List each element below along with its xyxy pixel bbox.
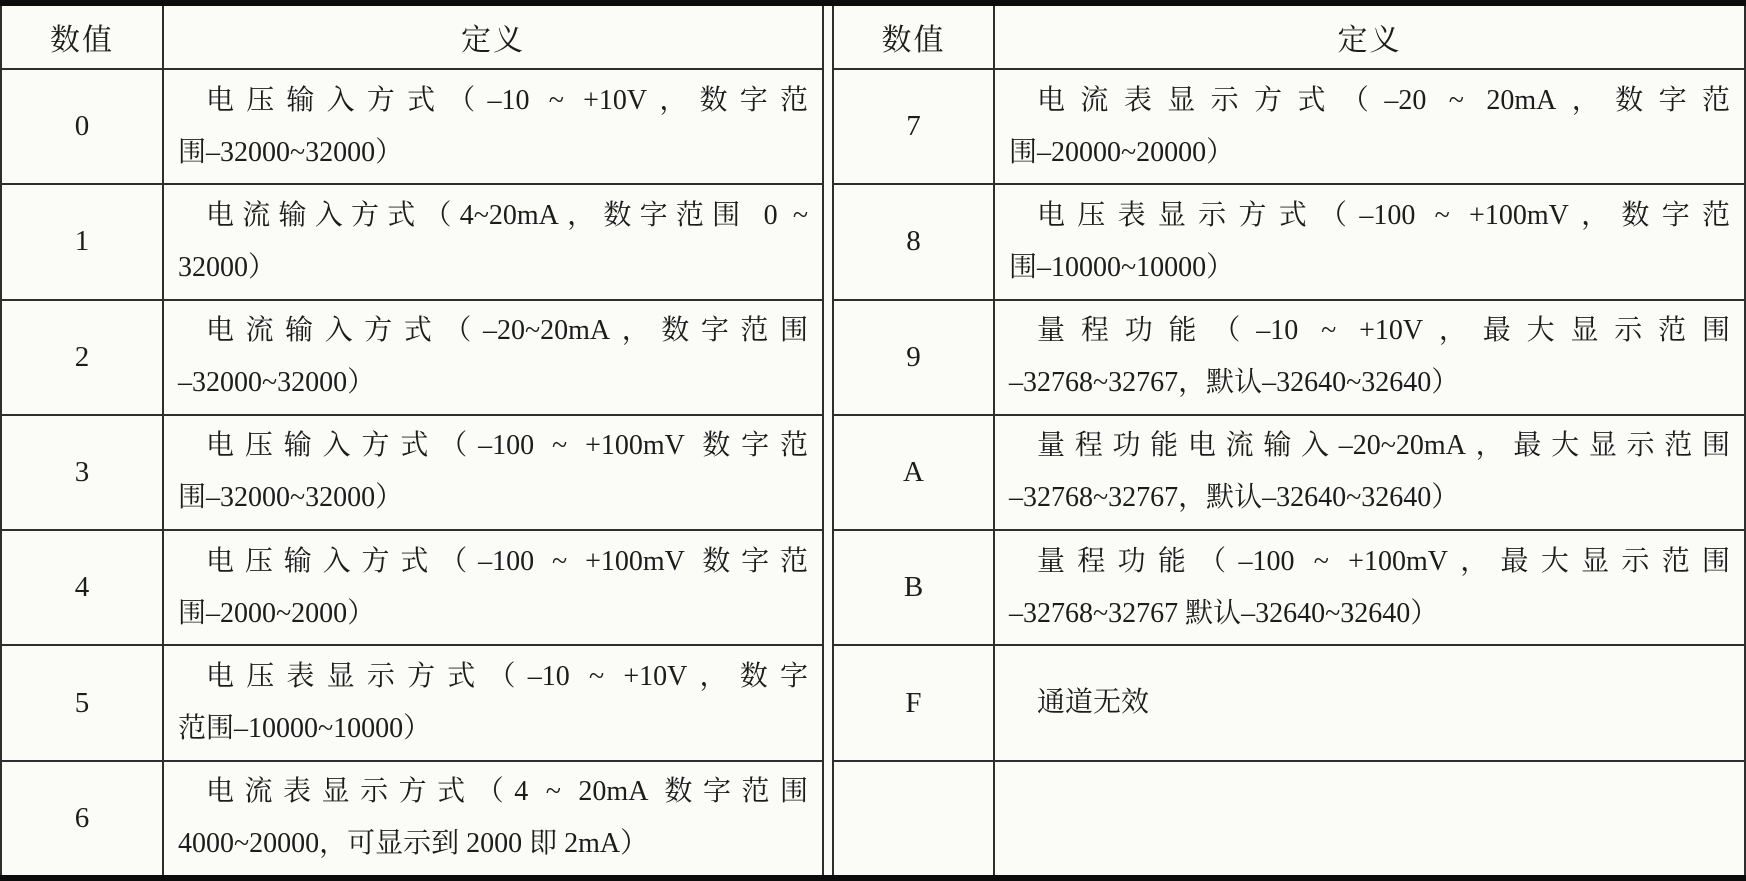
value-cell-0: 0: [2, 68, 164, 183]
definition-line: 电流输入方式（–20~20mA，数字范围: [206, 315, 808, 347]
definition-line: 围–32000~32000）: [178, 136, 404, 168]
definition-line: 电流输入方式（4~20mA，数字范围 0 ~: [206, 199, 808, 231]
definition-cell-6: [164, 760, 822, 875]
definition-line: 量程功能（–100 ~ +100mV，最大显示范围: [1037, 545, 1730, 577]
definition-cell-B: [995, 529, 1744, 644]
right-header-value: 数值: [834, 6, 995, 68]
left-header-value: 数值: [2, 6, 164, 68]
definition-line: 电压输入方式（–10 ~ +10V，数字范: [206, 84, 808, 116]
value-cell-7: 7: [834, 68, 995, 183]
value-cell-F: F: [834, 644, 995, 759]
definition-line: –32768~32767 默认–32640~32640）: [1009, 597, 1439, 629]
definition-line: 电压表显示方式（–100 ~ +100mV，数字范: [1037, 199, 1730, 231]
value-cell-8: 8: [834, 183, 995, 298]
definition-cell-2: [164, 299, 822, 414]
definition-cell-4: [164, 529, 822, 644]
definition-line: 量程功能电流输入–20~20mA，最大显示范围: [1037, 430, 1730, 462]
left-header-definition: 定义: [461, 24, 525, 57]
right-header-definition: 定义: [1337, 24, 1402, 57]
left-table: [0, 6, 824, 875]
value-cell-6: 6: [2, 760, 164, 875]
definition-cell-7: [995, 68, 1744, 183]
definition-line: 围–10000~10000）: [1009, 251, 1235, 283]
definition-line: 量程功能（–10 ~ +10V，最大显示范围: [1037, 315, 1730, 347]
definition-cell-5: [164, 644, 822, 759]
definition-line: 电流表显示方式（4 ~ 20mA 数字范围: [206, 776, 808, 808]
value-cell-B: B: [834, 529, 995, 644]
definition-line: 4000~20000，可显示到 2000 即 2mA）: [178, 828, 649, 860]
definition-cell-empty: [995, 760, 1744, 875]
value-cell-9: 9: [834, 299, 995, 414]
value-cell-4: 4: [2, 529, 164, 644]
definition-line: 电压表显示方式（–10 ~ +10V，数字: [206, 661, 808, 693]
definition-cell-A: [995, 414, 1744, 529]
definition-line: 通道无效: [1037, 687, 1150, 719]
definition-line: –32000~32000）: [178, 367, 376, 399]
definition-cell-0: [164, 68, 822, 183]
value-cell-A: A: [834, 414, 995, 529]
definition-line: 电压输入方式（–100 ~ +100mV 数字范: [206, 430, 808, 462]
definition-cell-8: [995, 183, 1744, 298]
definition-line: 围–2000~2000）: [178, 597, 376, 629]
definition-line: 围–20000~20000）: [1009, 136, 1235, 168]
value-cell-1: 1: [2, 183, 164, 298]
definition-line: 电压输入方式（–100 ~ +100mV 数字范: [206, 545, 808, 577]
value-cell-3: 3: [2, 414, 164, 529]
definition-cell-9: [995, 299, 1744, 414]
definition-cell-3: [164, 414, 822, 529]
definition-line: –32768~32767，默认–32640~32640）: [1009, 482, 1460, 514]
definition-line: 围–32000~32000）: [178, 482, 404, 514]
definition-cell-F: [995, 644, 1744, 759]
definition-line: –32768~32767，默认–32640~32640）: [1009, 367, 1460, 399]
value-cell-2: 2: [2, 299, 164, 414]
definition-cell-1: [164, 183, 822, 298]
value-cell-empty: [834, 760, 995, 875]
definition-line: 32000）: [178, 251, 277, 283]
value-cell-5: 5: [2, 644, 164, 759]
right-table: [832, 6, 1746, 875]
definition-line: 电流表显示方式（–20 ~ 20mA，数字范: [1037, 84, 1730, 116]
definition-line: 范围–10000~10000）: [178, 713, 432, 745]
